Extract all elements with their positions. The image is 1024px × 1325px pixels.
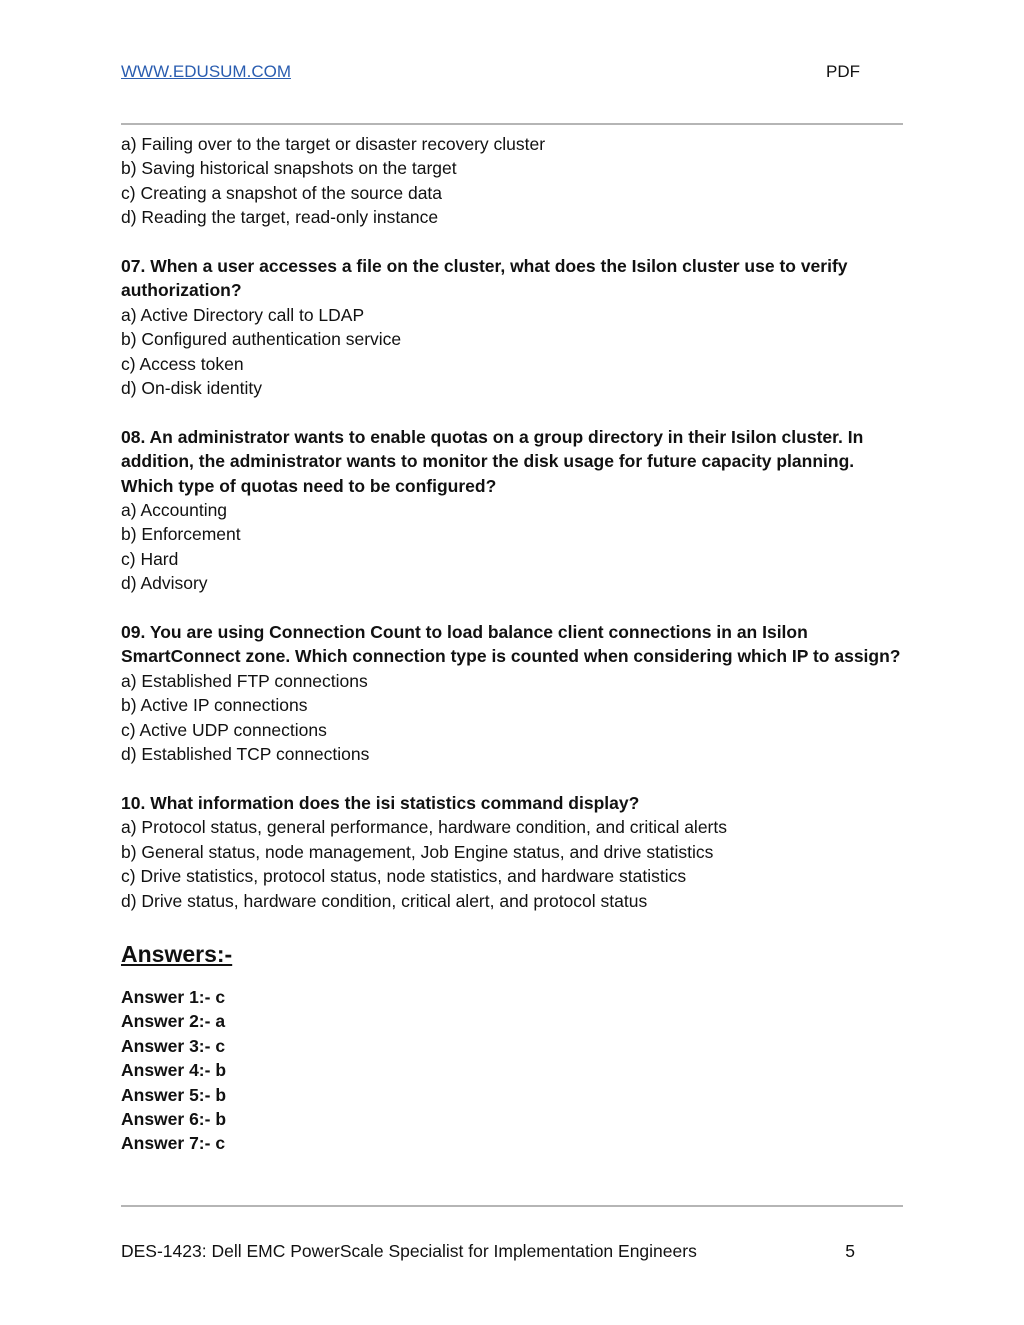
option-line: d) Established TCP connections: [121, 744, 370, 765]
option-line: c) Drive statistics, protocol status, node statistics, and hardware statistics: [121, 866, 687, 887]
question-09: [121, 620, 911, 766]
answer-item: Answer 6:- b: [121, 1108, 227, 1129]
question-08: [121, 425, 911, 596]
option-line: d) Advisory: [121, 573, 208, 594]
site-link[interactable]: WWW.EDUSUM.COM: [121, 62, 291, 81]
page-number: 5: [845, 1241, 855, 1261]
question-text: 10. What information does the isi statistics command display?: [121, 792, 640, 813]
option-line: c) Creating a snapshot of the source data: [121, 182, 443, 203]
answer-item: Answer 7:- c: [121, 1133, 226, 1154]
option-line: b) Enforcement: [121, 524, 241, 545]
page-header: [121, 60, 882, 84]
answers-list: [121, 985, 911, 1156]
option-line: d) Reading the target, read-only instance: [121, 207, 439, 228]
answer-item: Answer 1:- c: [121, 986, 226, 1007]
option-line: c) Access token: [121, 353, 244, 374]
question-text: 07. When a user accesses a file on the cluster, what does the Isilon cluster use to verify authorization?: [121, 256, 848, 301]
option-line: c) Active UDP connections: [121, 719, 327, 740]
previous-question-options: [121, 132, 911, 230]
question-text: 09. You are using Connection Count to load balance client connections in an Isilon SmartConnect zone. Which connection type is counted when considering which IP to assign?: [121, 622, 901, 667]
answer-item: Answer 5:- b: [121, 1084, 227, 1105]
option-line: b) Active IP connections: [121, 695, 308, 716]
option-line: a) Protocol status, general performance, hardware condition, and critical alerts: [121, 817, 727, 838]
option-line: d) On-disk identity: [121, 378, 263, 399]
option-line: a) Accounting: [121, 500, 228, 521]
header-divider: [121, 123, 903, 125]
footer-title: DES-1423: Dell EMC PowerScale Specialist for Implementation Engineers: [121, 1241, 697, 1261]
question-10: [121, 791, 911, 913]
answers-heading: Answers:-: [121, 940, 233, 967]
answer-item: Answer 4:- b: [121, 1060, 227, 1081]
question-07: [121, 254, 911, 400]
option-line: b) Saving historical snapshots on the target: [121, 158, 457, 179]
question-text: 08. An administrator wants to enable quotas on a group directory in their Isilon cluster. In addition, the administrator wants to monitor the disk usage for future capacity planning. Which type of quotas need to be configured?: [121, 426, 864, 496]
option-line: a) Established FTP connections: [121, 670, 368, 691]
footer-divider: [121, 1205, 903, 1207]
option-line: d) Drive status, hardware condition, critical alert, and protocol status: [121, 890, 648, 911]
option-line: a) Active Directory call to LDAP: [121, 304, 365, 325]
option-line: b) Configured authentication service: [121, 329, 402, 350]
option-line: c) Hard: [121, 548, 179, 569]
answer-item: Answer 3:- c: [121, 1035, 226, 1056]
option-line: b) General status, node management, Job Engine status, and drive statistics: [121, 841, 714, 862]
page-content: [121, 132, 911, 1156]
answer-item: Answer 2:- a: [121, 1011, 226, 1032]
pdf-label: PDF: [826, 62, 860, 81]
option-line: a) Failing over to the target or disaster recovery cluster: [121, 134, 546, 154]
